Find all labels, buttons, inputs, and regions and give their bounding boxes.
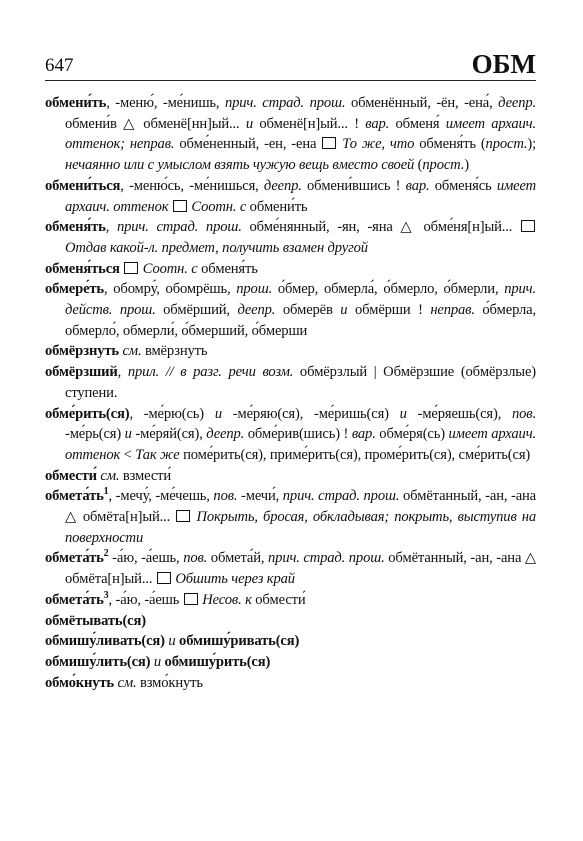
entry-text: ( <box>414 157 423 174</box>
entry-text: , -мечу́, -ме́чешь, <box>108 488 214 505</box>
headword: обме́рить(ся) <box>45 405 130 422</box>
grammar-label: прич. страд. прош. <box>116 219 242 236</box>
homonym-index: 3 <box>103 590 109 602</box>
definition-text: Несов. к <box>202 591 252 608</box>
entry-text: обмёрзлый | Обмёрзшие (обмёрзлые) ступени. <box>65 364 536 401</box>
entry-text: -ме́рь(ся) <box>65 426 125 443</box>
dictionary-entry <box>45 93 536 176</box>
dictionary-entry <box>45 548 536 589</box>
definition-text: Соотн. с <box>191 198 247 215</box>
grammar-label: прич. страд. прош. <box>268 550 385 567</box>
grammar-label: деепр. <box>498 95 537 111</box>
grammar-label: прич. страд. прош. <box>224 95 346 111</box>
entry-text: взмести́ <box>119 467 172 484</box>
entry-text: ); <box>527 136 537 153</box>
definition-text: нечаянно или с умыслом взять чужую вещь вместо своей <box>65 157 415 174</box>
dictionary-entry <box>45 362 536 403</box>
dictionary-entry <box>45 259 536 280</box>
headword <box>45 488 109 504</box>
entry-text: , -меню́сь, -ме́нишься, <box>120 177 264 194</box>
grammar-label: и <box>153 653 162 670</box>
entry-text: , -меню́, -ме́нишь, <box>106 95 225 111</box>
entry-text: -ме́ряешь(ся), <box>406 405 513 422</box>
grammar-label: см. <box>117 674 137 691</box>
definition-box-icon <box>176 510 190 522</box>
grammar-label: и <box>340 302 348 319</box>
entry-text: обменённый, -ён, -ена́, <box>345 95 499 111</box>
grammar-label: и <box>399 405 407 422</box>
headword: обмишу́рить(ся) <box>164 653 271 670</box>
grammar-label: прош. <box>236 281 273 298</box>
entry-text: обме́ря(сь) <box>375 426 449 443</box>
entry-text: обмётанный, -ан, -ана △ обмёта[н]ый... <box>65 488 537 526</box>
page-number: 647 <box>45 55 74 76</box>
header-rule <box>45 80 536 81</box>
headword: обмишу́ливать(ся) <box>45 633 165 650</box>
entry-text: обмерёв <box>275 302 341 319</box>
dictionary-entry <box>45 590 536 611</box>
grammar-label: вар. <box>365 115 390 132</box>
grammar-label: пов. <box>183 550 208 567</box>
grammar-label: имеет архаич. оттенок <box>65 177 536 215</box>
grammar-label: прил. // в разг. речи возм. <box>127 364 294 381</box>
entry-text: обмёрший, <box>155 302 238 319</box>
dictionary-entries <box>45 93 536 693</box>
entry-text: , -а́ю, -а́ешь <box>108 591 183 608</box>
dictionary-entry <box>45 404 536 466</box>
homonym-index: 2 <box>103 548 109 560</box>
entry-text: обмётанный, -ан, -ана △ обмёта[н]ый... <box>65 550 536 588</box>
entry-text: обменя́сь <box>429 177 497 194</box>
headword: обмени́ться <box>45 177 121 194</box>
entry-text: -мечи́, <box>237 488 283 505</box>
dictionary-entry <box>45 652 536 673</box>
entry-text: обменя́ть <box>197 260 258 277</box>
grammar-label: и <box>168 633 176 650</box>
dictionary-entry <box>45 486 536 548</box>
definition-box-icon <box>521 220 535 232</box>
entry-text: < <box>120 446 136 463</box>
dictionary-entry <box>45 279 536 341</box>
entry-text <box>120 261 124 277</box>
grammar-label: вар. <box>351 426 376 443</box>
grammar-label: и <box>245 115 254 132</box>
grammar-label: и <box>124 426 132 443</box>
grammar-label: деепр. <box>263 177 302 194</box>
definition-text: Обшить через край <box>175 571 295 588</box>
entry-text: о́бмерла, обмерло́, обмерли́, о́бмерший, о́бмерши <box>65 302 536 339</box>
definition-text: Отдав какой-л. предмет, получить взамен другой <box>65 239 368 256</box>
definition-text: Соотн. с <box>142 260 198 277</box>
dictionary-entry <box>45 466 536 487</box>
entry-text: обмени́в △ обменё[нн]ый... <box>65 115 246 132</box>
dictionary-entry <box>45 673 536 694</box>
grammar-label: прич. действ. прош. <box>65 281 536 319</box>
headword: обмо́кнуть <box>45 674 114 691</box>
entry-text: ) <box>464 157 469 174</box>
entry-text: обменя́ть ( <box>414 136 486 153</box>
headword <box>45 592 109 608</box>
dictionary-entry <box>45 341 536 362</box>
entry-text: -а́ю, -а́ешь, <box>108 550 184 567</box>
entry-text: -ме́ряю(ся), -ме́ришь(ся) <box>222 405 400 422</box>
grammar-label: пов. <box>213 488 238 505</box>
grammar-label: имеет архаич. оттенок <box>65 426 537 463</box>
grammar-label: см. <box>100 467 120 484</box>
entry-text: обме́ненный, -ен, -ена <box>174 136 322 153</box>
grammar-label: см. <box>122 343 142 360</box>
entry-text: -ме́ряй(ся), <box>131 426 207 443</box>
entry-text: , <box>117 364 128 381</box>
grammar-label: Так же <box>135 446 180 463</box>
dictionary-entry <box>45 631 536 652</box>
entry-text: обменя́ <box>389 115 446 132</box>
grammar-label: прост. <box>485 136 528 153</box>
headword: обмере́ть <box>45 281 104 298</box>
entry-text: обмени́вшись ! <box>301 177 406 194</box>
headword: обмишу́ривать(ся) <box>179 633 300 650</box>
running-head: ОБМ <box>471 49 536 79</box>
headword: обмишу́лить(ся) <box>45 653 151 670</box>
entry-text: обменё[н]ый... ! <box>253 115 366 132</box>
page-header <box>45 38 536 78</box>
headword: обменя́ть <box>45 219 106 236</box>
entry-text: , <box>105 219 117 236</box>
definition-box-icon <box>184 593 198 605</box>
definition-text: То же, что <box>342 136 415 153</box>
headword: обмёрзший <box>45 364 118 381</box>
headword: обмёрзнуть <box>45 343 119 360</box>
headword-text: обмета́ть <box>45 488 104 505</box>
entry-text: обме́рив(шись) ! <box>244 426 352 443</box>
dictionary-entry <box>45 217 536 258</box>
homonym-index: 1 <box>103 486 109 498</box>
grammar-label: деепр. <box>237 302 276 319</box>
grammar-label: деепр. <box>206 426 245 443</box>
headword: обменя́ться <box>45 260 120 277</box>
dictionary-entry <box>45 176 536 217</box>
entry-text <box>168 199 172 215</box>
dictionary-entry <box>45 611 536 632</box>
grammar-label: пов. <box>512 405 536 422</box>
entry-text: обмести́ <box>251 591 306 608</box>
entry-text: обмёрши ! <box>347 302 431 319</box>
definition-box-icon <box>173 200 187 212</box>
entry-text: о́бмер, обмерла́, о́бмерло, о́бмерли, <box>272 281 505 298</box>
definition-box-icon <box>322 137 336 149</box>
entry-text: вмёрзнуть <box>141 343 208 360</box>
definition-box-icon <box>124 262 138 274</box>
headword-text: обмета́ть <box>45 550 104 567</box>
headword: обмести́ <box>45 467 97 484</box>
entry-text: , -ме́рю(сь) <box>129 405 215 422</box>
grammar-label: и <box>214 405 222 422</box>
entry-text: обмета́й, <box>207 550 269 567</box>
entry-text: поме́рить(ся), приме́рить(ся), проме́рить(ся), сме́рить(ся) <box>179 446 531 463</box>
headword <box>45 550 109 566</box>
grammar-label: имеет архаич. оттенок; неправ. <box>65 115 536 153</box>
entry-text: взмо́кнуть <box>136 674 203 691</box>
headword-text: обмета́ть <box>45 591 104 608</box>
headword: обмётывать(ся) <box>45 612 146 629</box>
grammar-label: вар. <box>405 177 430 194</box>
entry-text: , обомру́, обомрёшь, <box>104 281 237 298</box>
entry-text: обме́нянный, -ян, -яна △ обме́ня[н]ый... <box>241 219 521 236</box>
grammar-label: прост. <box>422 157 465 174</box>
definition-text: Покрыть, бросая, обкладывая; покрыть, выступив на поверхности <box>65 509 537 546</box>
definition-box-icon <box>157 572 171 584</box>
headword: обмени́ть <box>45 95 107 111</box>
grammar-label: неправ. <box>430 302 475 319</box>
grammar-label: прич. страд. прош. <box>282 488 400 505</box>
entry-text: обмени́ть <box>246 198 308 215</box>
